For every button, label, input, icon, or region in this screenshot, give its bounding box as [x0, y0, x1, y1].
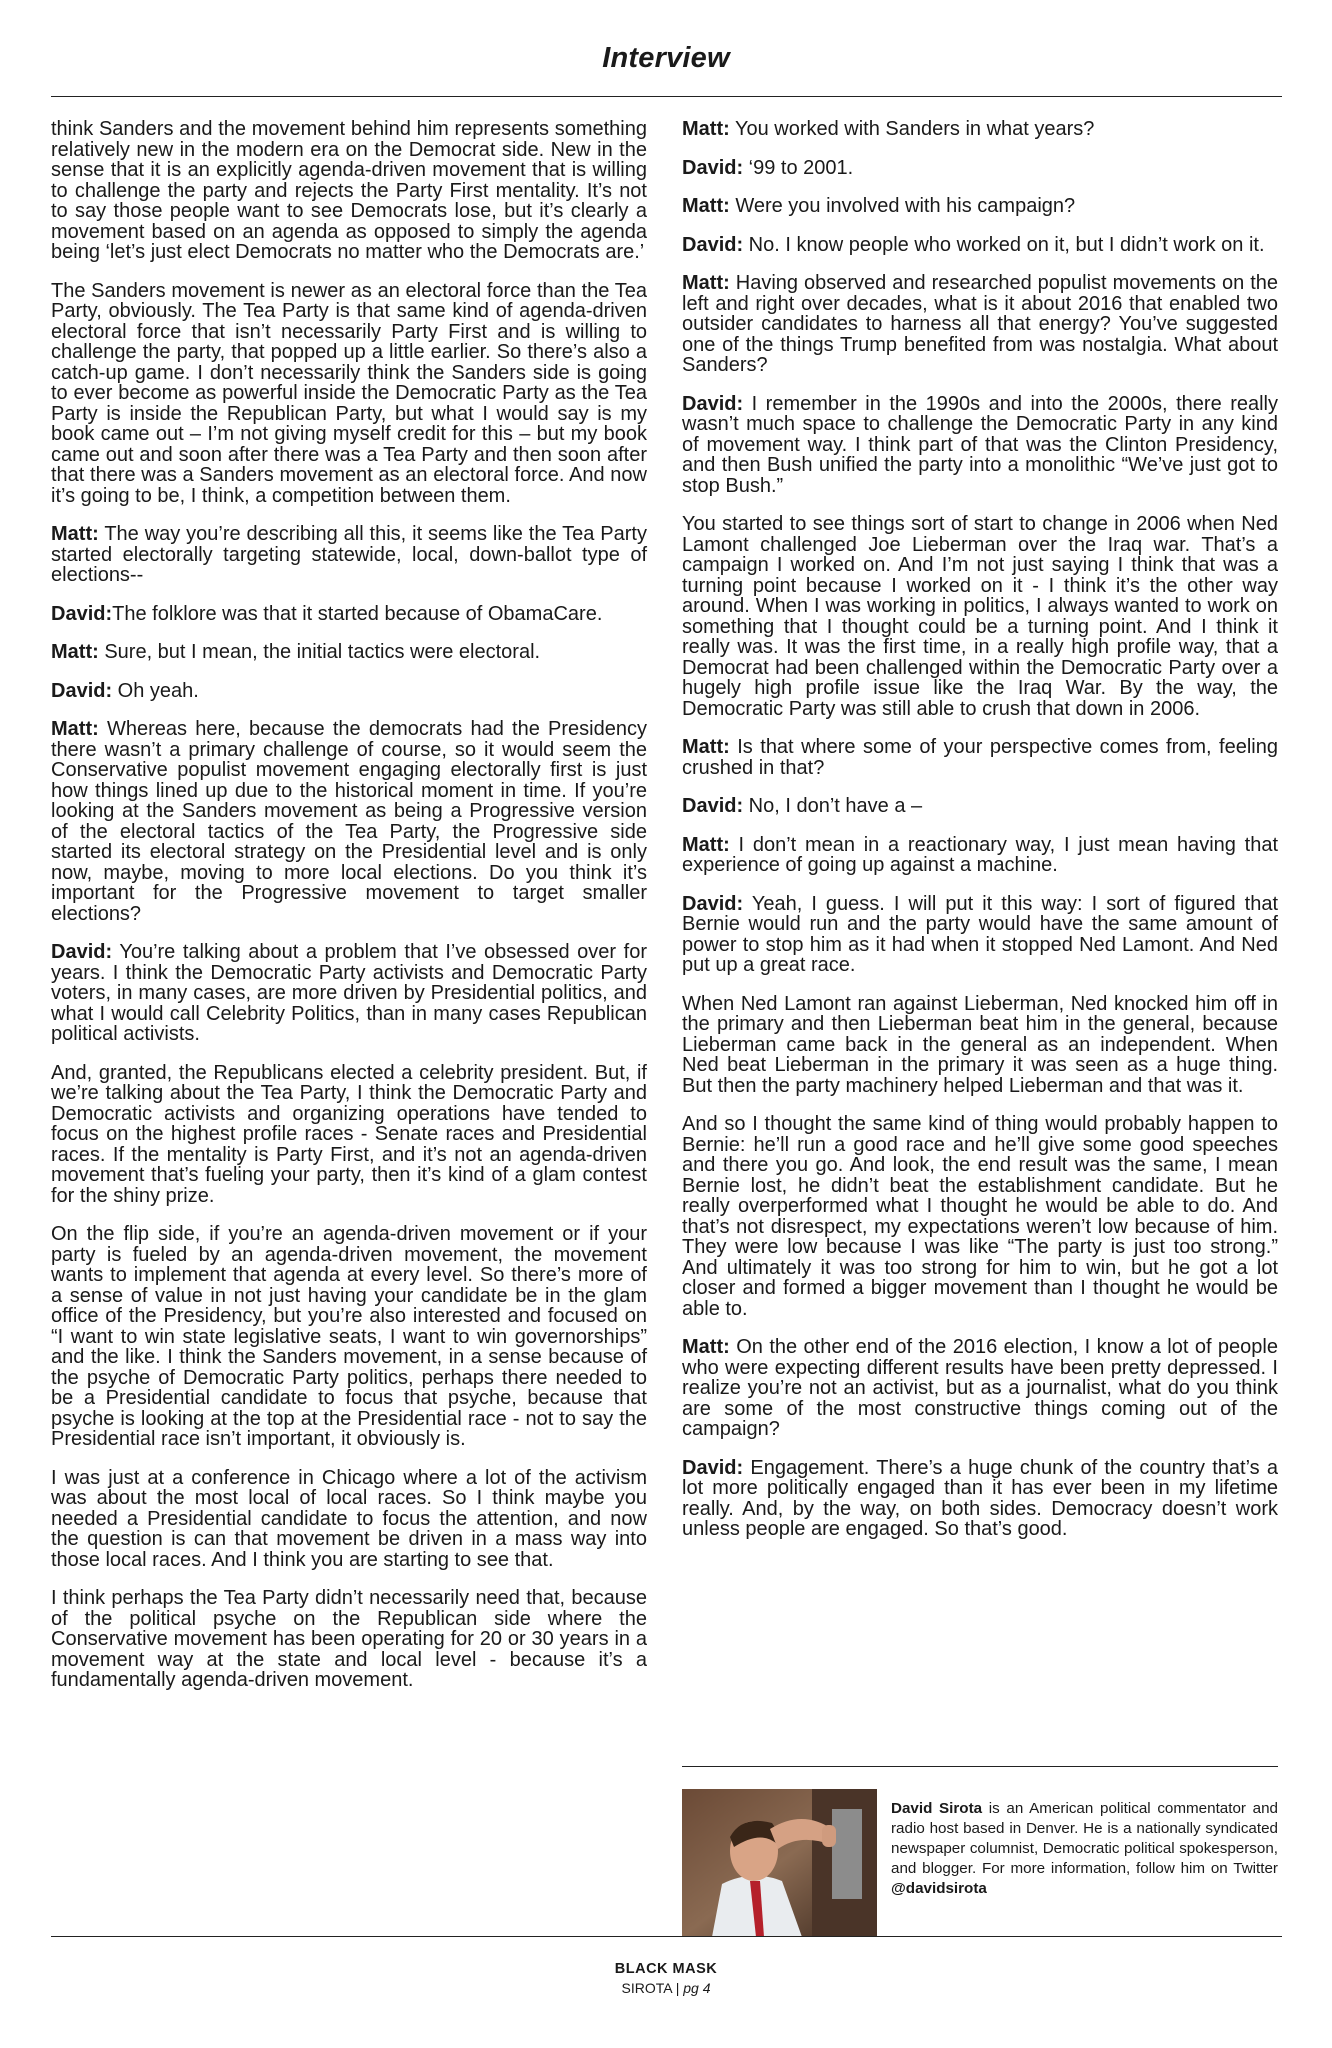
paragraph: [682, 1337, 1278, 1440]
paragraph: [51, 1063, 647, 1207]
speaker-label: Matt:: [682, 1336, 730, 1358]
page-title: Interview: [602, 42, 730, 74]
header-divider: [51, 96, 1282, 97]
footer-author: SIROTA: [621, 1980, 672, 1996]
footer-separator: |: [675, 1980, 680, 1996]
paragraph: [51, 524, 647, 586]
paragraph-text: The Sanders movement is newer as an electoral force than the Tea Party, obviously. The Tea Party is that same kind of agenda-driven electoral force that isn’t necessarily Party First and is willing to challenge the party, that popped up a little earlier. So there’s also a catch-up game. I don’t necessarily think the Sanders side is going to ever become as powerful inside the Democratic Party as the Tea Party is inside the Republican Party, but what I would say is my book came out – I’m not giving myself credit for this – but my book came out and soon after there was a Tea Party and then soon after that there was a Sanders movement as an electoral force. And now it’s going to be, I think, a competition between them.: [51, 279, 647, 507]
footer-divider: [51, 1936, 1282, 1937]
paragraph-text: The way you’re describing all this, it seems like the Tea Party started electorally targeting statewide, local, down-ballot type of elections--: [51, 523, 647, 586]
speaker-label: David:: [682, 392, 744, 415]
paragraph-text: Having observed and researched populist movements on the left and right over decades, what is it about 2016 that enabled two outsider candidates to harness all that energy? You’ve suggested one of the things Trump benefited from was nostalgia. What about Sanders?: [682, 272, 1278, 376]
speaker-label: Matt:: [51, 641, 99, 663]
left-column: [51, 119, 647, 1709]
paragraph: [51, 719, 647, 924]
paragraph-text: think Sanders and the movement behind him represents something relatively new in the modern era on the Democrat side. New in the sense that it is an explicitly agenda-driven movement that is willing to challenge the party and rejects the Party First mentality. It’s not to say those people want to see Democrats lose, but it’s clearly a movement based on an agenda as opposed to simply the agenda being ‘let’s just elect Democrats no matter who the Democrats are.’: [51, 118, 647, 263]
right-column: [682, 119, 1278, 1558]
speaker-label: Matt:: [682, 272, 730, 294]
paragraph: [682, 835, 1278, 876]
speaker-label: David:: [682, 892, 744, 915]
paragraph: [682, 394, 1278, 497]
paragraph-text: You started to see things sort of start to change in 2006 when Ned Lamont challenged Joe Lieberman over the Iraq war. That’s a campaign I worked on. And I’m not just saying I think that was a turning point because I worked on it - I think it’s the other way around. When I was working in politics, I always wanted to work on something that I thought could be a turning point. And I think it really was. It was the first time, in a really high profile way, that a Democrat had been challenged within the Democratic Party over a hugely high profile issue like the Iraq War. By the way, the Democratic Party was still able to crush that down in 2006.: [682, 513, 1278, 720]
paragraph-text: No, I don’t have a –: [743, 795, 923, 817]
paragraph-text: On the flip side, if you’re an agenda-driven movement or if your party is fueled by an agenda-driven movement, the movement wants to implement that agenda at every level. So there’s more of a sense of value in not just having your candidate be in the glam office of the Presidency, but you’re also interested and focused on “I want to win state legislative seats, I want to win governorships” and the like. I think the Sanders movement, in a sense because of the psyche of Democratic Party politics, perhaps there needed to be a Presidential candidate to focus that psyche, because that psyche is looking at the top at the Presidential race - not to say the Presidential race isn’t important, it obviously is.: [51, 1223, 647, 1450]
twitter-handle[interactable]: @davidsirota: [891, 1880, 987, 1897]
paragraph-text: The folklore was that it started because of ObamaCare.: [112, 602, 603, 625]
paragraph: [51, 942, 647, 1045]
paragraph-text: ‘99 to 2001.: [743, 156, 854, 179]
bio-divider: [682, 1766, 1278, 1767]
paragraph-text: Sure, but I mean, the initial tactics were electoral.: [98, 641, 541, 663]
paragraph-text: Is that where some of your perspective comes from, feeling crushed in that?: [682, 736, 1278, 779]
paragraph-text: Engagement. There’s a huge chunk of the country that’s a lot more politically engaged than it has ever been in my lifetime really. And, by the way, on both sides. Democracy doesn’t work unless people are engaged. So that’s good.: [682, 1456, 1278, 1540]
paragraph: [51, 119, 647, 263]
author-bio: [682, 1789, 1278, 1949]
paragraph: [682, 273, 1278, 376]
page-number: pg 4: [683, 1980, 711, 1996]
paragraph: [682, 514, 1278, 719]
paragraph-text: And, granted, the Republicans elected a celebrity president. But, if we’re talking about the Tea Party, I think the Democratic Party and Democratic activists and organizing operations have tended to focus on the highest profile races - Senate races and Presidential races. If the mentality is Party First, and it’s not an agenda-driven movement that’s fueling your party, then it’s kind of a glam contest for the shiny prize.: [51, 1061, 647, 1207]
paragraph: [51, 281, 647, 507]
speaker-label: Matt:: [682, 833, 730, 856]
speaker-label: David:: [682, 233, 744, 256]
paragraph: [682, 1114, 1278, 1319]
paragraph-text: And so I thought the same kind of thing would probably happen to Bernie: he’ll run a good race and he’ll give some good speeches and there you go. And look, the end result was the same, I mean Bernie lost, he didn’t beat the establishment candidate. But he really overperformed what I thought he would be able to do. And that’s not disrespect, my expectations weren’t low because of him. They were low because I was like “The party is just too strong.” And ultimately it was too strong for him to win, but he got a lot closer and formed a bigger movement than I thought he would be able to.: [682, 1113, 1278, 1320]
paragraph-text: You worked with Sanders in what years?: [729, 118, 1095, 140]
paragraph-text: I think perhaps the Tea Party didn’t necessarily need that, because of the political psyche on the Republican side where the Conservative movement has been operating for 20 or 30 years in a movement way at the state and local level - because it’s a fundamentally agenda-driven movement.: [51, 1587, 647, 1691]
speaker-label: David:: [682, 1456, 744, 1479]
speaker-label: David:: [682, 795, 744, 817]
paragraph-text: Whereas here, because the democrats had the Presidency there wasn’t a primary challenge of course, so it would seem the Conservative populist movement engaging electorally first is just how things lined up due to the historical moment in time. If you’re looking at the Sanders movement as being a Progressive version of the electoral tactics of the Tea Party, the Progressive side started its electoral strategy on the Presidential level and is only now, maybe, moving to more local elections. Do you think it’s important for the Progressive movement to target smaller elections?: [51, 718, 647, 925]
paragraph: [51, 642, 647, 663]
paragraph: [51, 681, 647, 702]
paragraph-text: On the other end of the 2016 election, I know a lot of people who were expecting different results have been pretty depressed. I realize you’re not an activist, but as a journalist, what do you think are some of the most constructive things coming out of the campaign?: [682, 1336, 1278, 1440]
paragraph-text: I don’t mean in a reactionary way, I just mean having that experience of going up against a machine.: [682, 833, 1278, 876]
paragraph: [682, 994, 1278, 1097]
page-footer: [0, 1980, 1332, 1996]
paragraph: [682, 894, 1278, 976]
bio-description: is an American political commentator and radio host based in Denver. He is a nationally syndicated newspaper columnist, Democratic political spokesperson, and blogger. For more information, follow him on Twitter: [891, 1800, 1278, 1877]
paragraph-text: You’re talking about a problem that I’ve obsessed over for years. I think the Democratic Party activists and Democratic Party voters, in many cases, are more driven by Presidential politics, and what I would call Celebrity Politics, than in many cases Republican political activists.: [51, 941, 647, 1045]
paragraph: [682, 1458, 1278, 1540]
paragraph: [682, 196, 1278, 217]
speaker-label: Matt:: [682, 118, 730, 140]
paragraph-text: When Ned Lamont ran against Lieberman, Ned knocked him off in the primary and then Lieberman beat him in the general, because Lieberman came back in the general as an independent. When Ned beat Lieberman in the primary it was seen as a huge thing. But then the party machinery helped Lieberman and that was it.: [682, 992, 1278, 1097]
speaker-label: Matt:: [51, 523, 99, 545]
paragraph: [682, 796, 1278, 817]
speaker-label: David:: [682, 156, 744, 179]
paragraph: [682, 737, 1278, 778]
speaker-label: David:: [51, 602, 113, 625]
paragraph: [682, 235, 1278, 256]
paragraph-text: No. I know people who worked on it, but I didn’t work on it.: [743, 233, 1265, 256]
bio-text: [891, 1799, 1278, 1899]
paragraph: [51, 604, 647, 625]
speaker-label: Matt:: [682, 195, 730, 217]
publication-name: BLACK MASK: [614, 1961, 718, 1977]
speaker-label: David:: [51, 679, 113, 702]
paragraph-text: Were you involved with his campaign?: [729, 195, 1076, 217]
paragraph-text: Oh yeah.: [112, 679, 199, 702]
paragraph: [51, 1468, 647, 1571]
paragraph: [682, 119, 1278, 140]
paragraph-text: I remember in the 1990s and into the 2000s, there really wasn’t much space to challenge the Democratic Party in any kind of movement way. I think part of that was the Clinton Presidency, and then Bush unified the party into a monolithic “We’ve just got to stop Bush.”: [682, 392, 1278, 497]
paragraph-text: I was just at a conference in Chicago where a lot of the activism was about the most local of local races. So I think maybe you needed a Presidential candidate to focus the attention, and now the question is can that movement be driven in a mass way into those local races. And I think you are starting to see that.: [51, 1466, 647, 1571]
paragraph-text: Yeah, I guess. I will put it this way: I sort of figured that Bernie would run and the party would have the same amount of power to stop him as it had when it stopped Ned Lamont. And Ned put up a great race.: [682, 892, 1278, 976]
paragraph: [51, 1588, 647, 1691]
speaker-label: Matt:: [51, 718, 99, 740]
author-photo: [682, 1789, 877, 1937]
speaker-label: David:: [51, 941, 113, 963]
paragraph: [682, 158, 1278, 179]
paragraph: [51, 1224, 647, 1450]
bio-name: David Sirota: [891, 1800, 983, 1817]
speaker-label: Matt:: [682, 736, 730, 758]
